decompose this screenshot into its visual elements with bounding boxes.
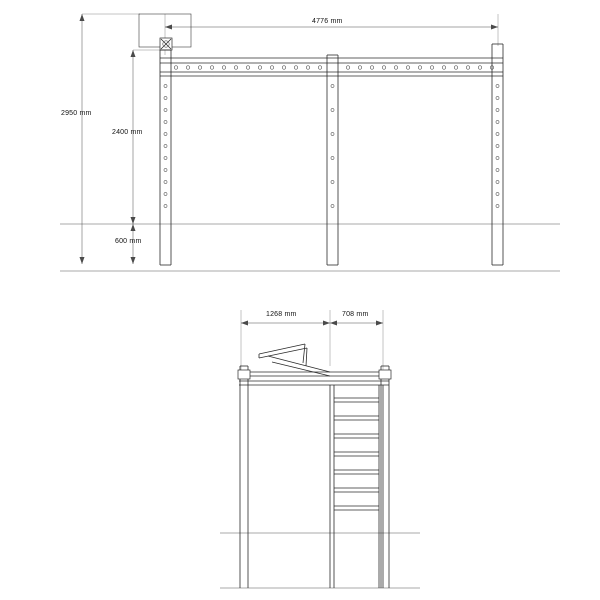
dim-label-width-total: 4776 mm: [312, 18, 343, 25]
beam-hanger-group: [174, 66, 494, 70]
post-middle: [327, 55, 338, 265]
slide-ramp: [259, 344, 330, 376]
post-left: [160, 50, 171, 265]
side-post-right: [379, 366, 391, 588]
dim-label-height-total: 2950 mm: [61, 110, 92, 117]
dim-label-bay-two: 708 mm: [342, 311, 369, 318]
dim-bay-one: [241, 310, 330, 370]
ladder-rungs: [334, 398, 379, 510]
dim-label-height-clear: 2400 mm: [112, 129, 143, 136]
post-right: [492, 44, 503, 265]
dim-height-total: [80, 14, 141, 264]
dim-bay-two: [330, 310, 383, 372]
dim-label-bay-one: 1268 mm: [266, 311, 297, 318]
side-post-left: [238, 366, 250, 588]
dim-label-depth-below-ground: 600 mm: [115, 238, 142, 245]
